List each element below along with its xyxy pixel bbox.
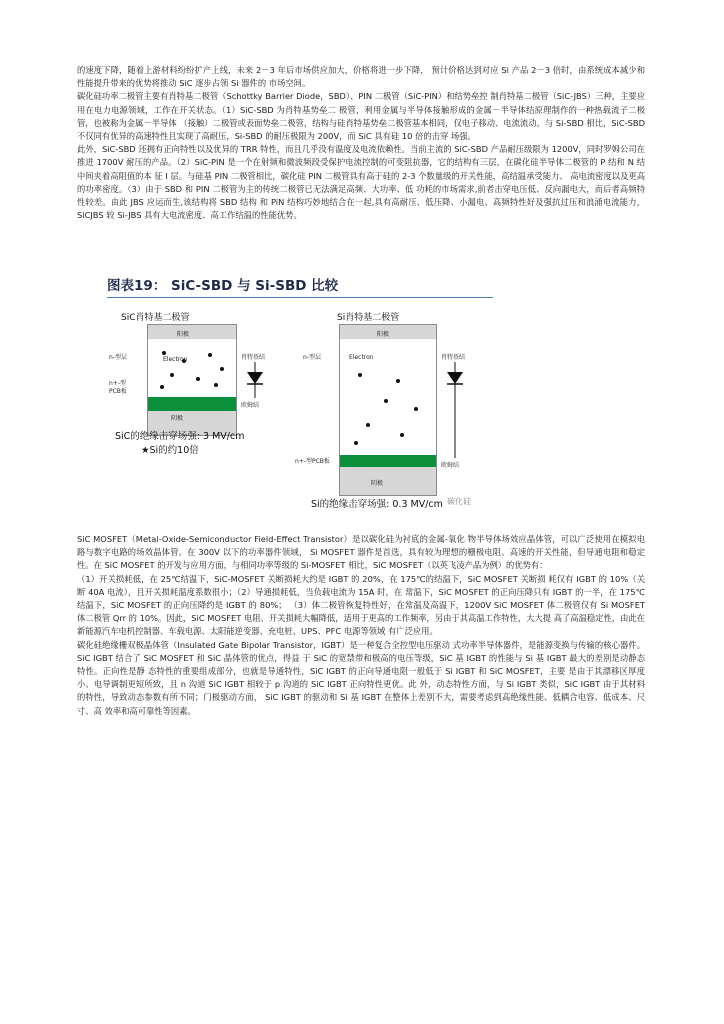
electron-dot bbox=[214, 383, 218, 387]
right-panel-title: Si肖特基二极管 bbox=[337, 313, 400, 323]
electron-dot bbox=[366, 423, 370, 427]
left-panel-title: SiC肖特基二极管 bbox=[121, 313, 190, 323]
paragraph: 此外，SiC-SBD 还拥有正向特性以及优异的 TRR 特性，而且几乎没有温度及电流依赖性。当前主流的 SiC-SBD 产品耐压级限为 1200V，同时罗姆公司在推进 1700V 耐压的产品。（2）SiC-PIN 是一个在射频和微波频段受保护电流控制的可变阻抗器，它的结构有三层，在碳化硅半导体二极管的 P 结和 N 结中间夹着高阻值的本 征 I 层。与硅基 PIN 二极管相比，碳化硅 PIN 二极管具有高于硅的 2-3 个数量级的开关性能，高结温承受能力、 高电流密度以及更高的功率密度。（3）由于 SBD 和 PIN 二极管为主的传统二极管已无法满足高频、大功率、低 功耗的市场需求,前者击穿电压低、反向漏电大，而后者高频特性较差。由此 JBS 应运而生,该结构将 SBD 结构 和 PiN 结构巧妙地结合在一起,具有高耐压、低压降、小漏电、高频特性好及强抗过压和浪涌电流能力，SiCJBS 较 Si-JBS 具有大电流密度、高工作结温的性能优势。 bbox=[77, 144, 645, 221]
paragraph: 的速度下降，随着上游材料纷纷扩产上线，未来 2－3 年后市场供应加大，价格将进一步下降， 预计价格达到对应 Si 产品 2－3 倍时，由系统成本减少和性能提升带来的优势将推动 SiC 逐步占领 Si 器件的 市场空间。 bbox=[77, 65, 645, 89]
electron-dot bbox=[160, 385, 164, 389]
cathode-label: 阴极 bbox=[171, 415, 184, 422]
electron-dot bbox=[414, 407, 418, 411]
figure-title: 图表19： SiC-SBD 与 Si-SBD 比较 bbox=[107, 278, 339, 294]
schottky-label: 肖特基结 bbox=[441, 354, 466, 361]
electron-dot bbox=[162, 351, 166, 355]
electron-dot bbox=[354, 441, 358, 445]
electron-dot bbox=[208, 353, 212, 357]
anode-label: 阳极 bbox=[177, 331, 190, 338]
n-plus-label: n+-型 bbox=[109, 380, 126, 387]
electron-dot bbox=[384, 399, 388, 403]
figure-sic-vs-si-sbd bbox=[107, 270, 495, 510]
anode-label: 阳极 bbox=[377, 331, 390, 338]
ohmic-label: 欧姆结 bbox=[241, 402, 260, 409]
n-plus-band bbox=[148, 397, 236, 411]
sic-caption-note: ★Si的约10倍 bbox=[141, 445, 199, 456]
ohmic-label: 欧姆结 bbox=[441, 462, 460, 469]
bottom-text bbox=[77, 533, 645, 718]
electron-dot bbox=[196, 377, 200, 381]
si-diode-structure bbox=[339, 324, 437, 496]
electron-dot bbox=[396, 379, 400, 383]
cathode-label: 阴极 bbox=[371, 480, 384, 487]
pcb-label: PCB板 bbox=[109, 388, 127, 395]
schottky-label: 肖特基结 bbox=[241, 354, 266, 361]
figure-divider bbox=[107, 297, 493, 298]
electron-dot bbox=[358, 373, 362, 377]
sic-diode-structure bbox=[147, 324, 237, 436]
paragraph: 碳化硅绝缘栅双极晶体管（Insulated Gate Bipolar Transistor，IGBT）是一种复合全控型电压驱动 式功率半导体器件，是能源变换与传输的核心器件。SiC IGBT 结合了 SiC MOSFET 和 SiC 晶体管的优点，得益 于 SiC 的宽禁带和极高的电压等级，SiC 基 IGBT 的性能与 Si 基 IGBT 最大的差别是动静态特性。正向性是静 态特性的重要组成部分，也就是导通特性，SiC IGBT 的正向导通电阻一般低于 Si IGBT 和 SiC MOSFET，主要 是由于其漂移区厚度小、电导调制更短所致，且 n 沟道 SiC IGBT 相较于 p 沟道的 SiC IGBT 正向特性更优。此 外，动态特性方面，与 Si IGBT 类似，SiC IGBT 由于其材料的特性，导致动态参数有所不同；门极驱动方面， SiC IGBT 的驱动和 Si 基 IGBT 在整体上差别不大，需要考虑到高绝缘性能、低耦合电容、低成本、尺寸、高 效率和高可靠性等因素。 bbox=[77, 639, 645, 716]
n-plus-pcb-label: n+-型PCB板 bbox=[295, 458, 330, 465]
electron-dot bbox=[170, 373, 174, 377]
electron-label: Electron bbox=[163, 356, 188, 363]
n-plus-band bbox=[340, 455, 436, 467]
paragraph: SiC MOSFET（Metal-Oxide-Semiconductor Field-Effect Transistor）是以碳化硅为衬底的金属-氧化 物半导体场效应晶体管，可以广泛使用在模拟电路与数字电路的场效晶体管。在 300V 以下的功率器件领域， Si MOSFET 器件是首选，具有较为理想的栅极电阻、高速的开关性能，但导通电阻和稳定性。在 SiC MOSFET 的开发与应用方面，与相同功率等级的 Si-MOSFET 相比，SiC MOSFET（以英飞凌产品为例）的优势有： bbox=[77, 534, 645, 571]
cathode-band bbox=[340, 467, 436, 495]
paragraph: 碳化硅功率二极管主要有肖特基二极管（Schottky Barrier Diode，SBD）、PIN 二极管（SiC-PIN）和结势垒控 制肖特基二极管（SiC-JBS）三种，主要应用在电力电源领域，工作在开关状态。（1）SiC-SBD 为肖特基势垒二 极管，利用金属与半导体接触形成的金属－半导体结原理制作的一种热载流子二极管，也被称为金属－半导体 （接触）二极管或表面势垒二极管，结构与硅肖特基势垒二极管基本相同，仅电子移动、电流流动。与 Si-SBD 相比，SiC-SBD 不仅同有优异的高速特性且实现了高耐压，Si-SBD 的耐压极限为 200V，而 SiC 具有硅 10 倍的击穿 场强。 bbox=[77, 91, 645, 142]
electron-dot bbox=[220, 367, 224, 371]
n-layer-label: n-型层 bbox=[303, 354, 321, 361]
anode-band bbox=[148, 325, 236, 339]
electron-dot bbox=[400, 433, 404, 437]
si-caption: Si的绝缘击穿场强: 0.3 MV/cm bbox=[311, 499, 443, 510]
paragraph: （1）开关损耗低，在 25℃结温下，SiC-MOSFET 关断损耗大约是 IGBT 的 20%，在 175℃的结温下，SiC MOSFET 关断损 耗仅有 IGBT 的 10%（关断 40A 电流），且开关损耗温度系数很小；（2）导通损耗低，当负载电流为 15A 时，在 常温下，SiC MOSFET 的正向压降只有 IGBT 的一半，在 175℃结温下，SiC MOSFET 的正向压降约是 IGBT 的 80%； （3）体二极管恢复特性好，在常温及高温下，1200V SiC MOSFET 体二极管仅有 Si MOSFET 体二极管 Qrr 的 10%。因此，SiC MOSFET 电阻、开关损耗大幅降低，适用于更高的工作频率，另由于其高温工作特性，大大提 高了高温稳定性，由此在新能源汽车电机控制器、车载电源、太阳能逆变器、充电桩、UPS、PFC 电源等领域 有广泛应用。 bbox=[77, 573, 645, 637]
diode-symbol-icon bbox=[243, 362, 267, 398]
electron-label: Electron bbox=[349, 354, 374, 361]
top-text bbox=[77, 64, 645, 222]
watermark: 碳化硅 bbox=[447, 497, 471, 506]
sic-caption: SiC的绝缘击穿场强: 3 MV/cm bbox=[115, 431, 245, 442]
diode-symbol-icon bbox=[443, 362, 467, 458]
n-layer-label: n-型层 bbox=[109, 354, 127, 361]
